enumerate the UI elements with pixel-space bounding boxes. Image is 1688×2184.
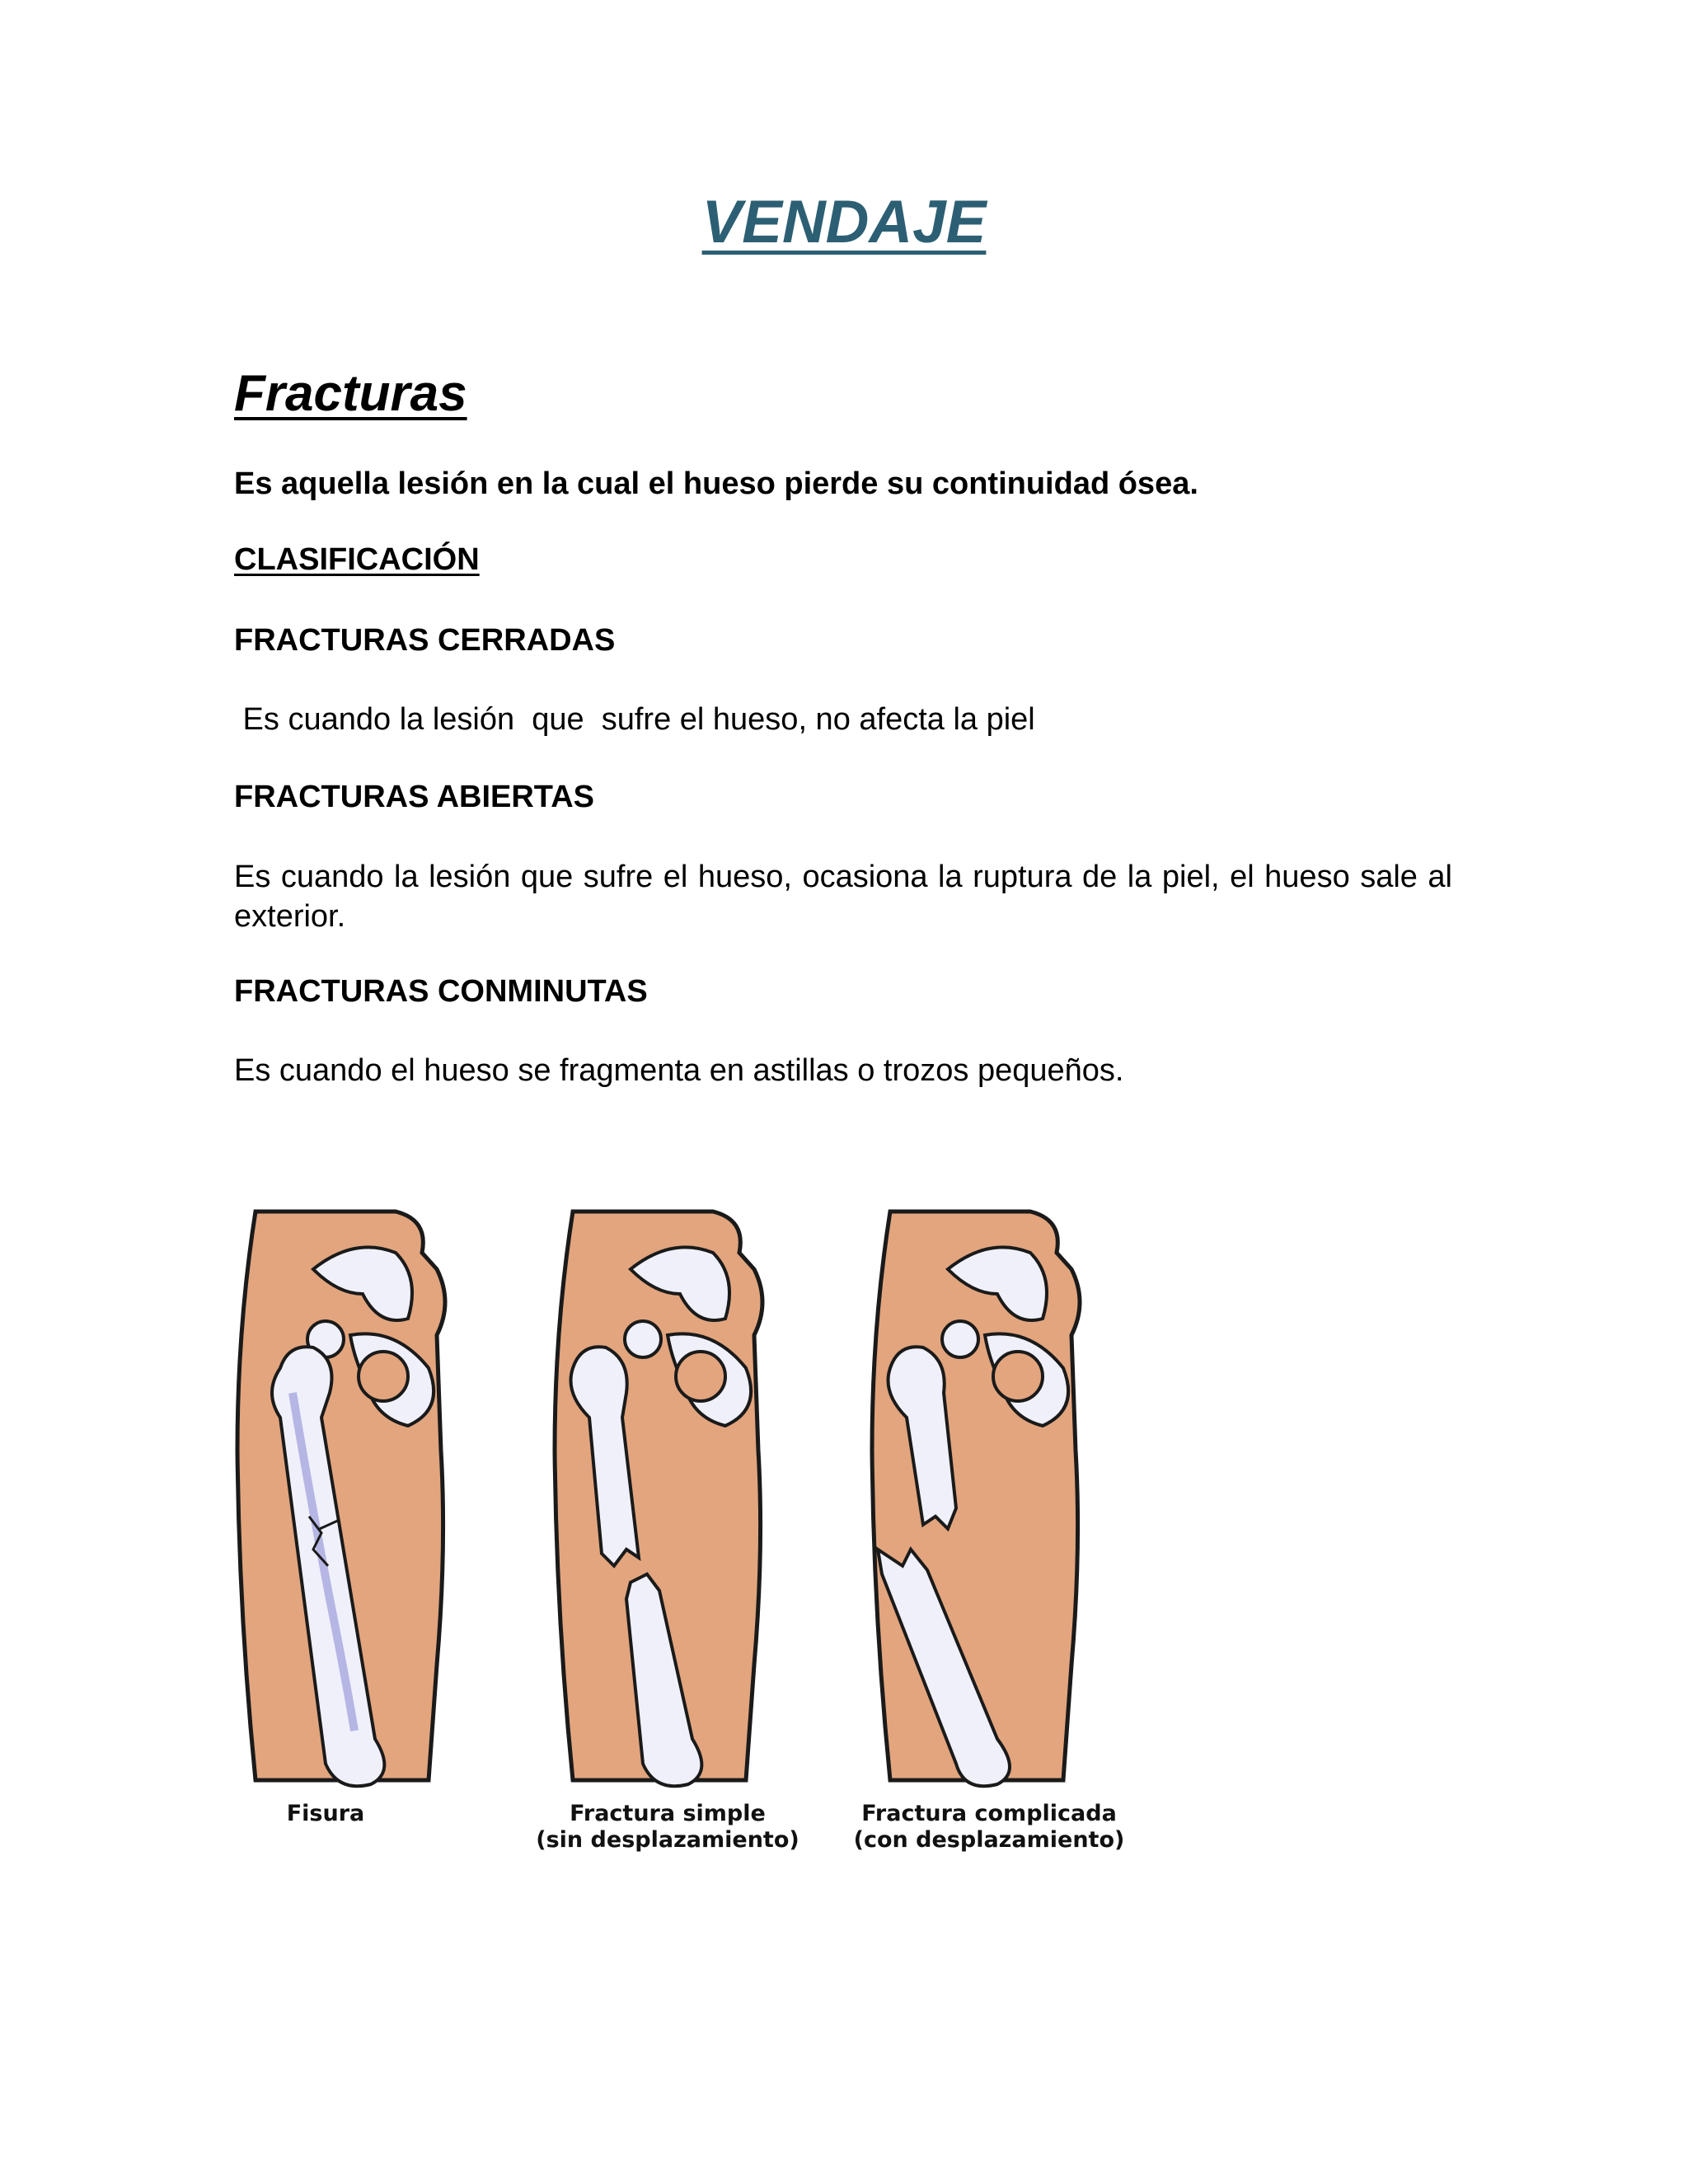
type-description-comminuted: Es cuando el hueso se fragmenta en astillas o trozos pequeños. <box>234 1053 1124 1088</box>
type-heading-closed: FRACTURAS CERRADAS <box>234 623 616 658</box>
type-heading-open: FRACTURAS ABIERTAS <box>234 780 594 814</box>
caption-compound-fracture-line1: Fractura complicada <box>861 1801 1117 1826</box>
fracture-illustration-svg <box>231 1203 1146 1797</box>
caption-compound-fracture-line2: (con desplazamiento) <box>853 1827 1125 1853</box>
section-heading: Fracturas <box>234 365 467 422</box>
simple-fracture-leg-drawing <box>555 1212 762 1786</box>
type-heading-comminuted: FRACTURAS CONMINUTAS <box>234 974 648 1009</box>
caption-simple-fracture-line2: (sin desplazamiento) <box>536 1827 799 1853</box>
type-description-closed: Es cuando la lesión que sufre el hueso, no afecta la piel <box>234 702 1035 737</box>
compound-fracture-leg-drawing <box>872 1212 1080 1786</box>
definition-text: Es aquella lesión en la cual el hueso pierde su continuidad ósea. <box>234 466 1198 501</box>
document-title: VENDAJE <box>701 189 987 255</box>
caption-simple-fracture <box>528 1801 808 1854</box>
caption-fissure <box>272 1801 379 1827</box>
fissure-leg-drawing <box>237 1212 445 1786</box>
type-description-open: Es cuando la lesión que sufre el hueso, ocasiona la ruptura de la piel, el hueso sale al exterior. <box>234 860 1452 934</box>
caption-compound-fracture <box>841 1801 1137 1854</box>
fracture-types-illustration <box>231 1203 1146 1863</box>
classification-heading: CLASIFICACIÓN <box>234 542 480 577</box>
caption-fissure-line1: Fisura <box>286 1801 365 1826</box>
caption-simple-fracture-line1: Fractura simple <box>570 1801 766 1826</box>
